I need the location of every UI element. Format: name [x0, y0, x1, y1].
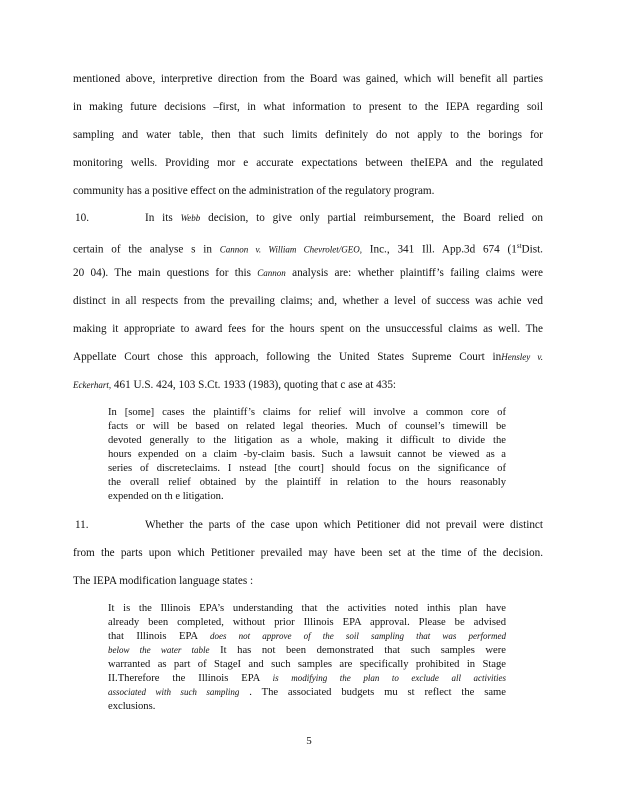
page-number: 5 [306, 735, 312, 747]
body-text-line: making it appropriate to award fees for the hours spent on the unsuccessful claims as well. The [73, 323, 543, 335]
body-text-line: Eckerhart, 461 U.S. 424, 103 S.Ct. 1933 (1983), quoting that c ase at 435: [73, 379, 397, 391]
block-quote-line: II.Therefore the Illinois EPA is modifying the plan to exclude all activities [108, 673, 506, 684]
body-text-line: Whether the parts of the case upon which Petitioner did not prevail were distinct [145, 519, 543, 531]
block-quote-line: expended on th e litigation. [108, 491, 224, 502]
body-text-line: Appellate Court chose this approach, following the United States Supreme Court inHensley v. [73, 351, 543, 363]
block-quote-line: below the water table It has not been demonstrated that such samples were [108, 645, 506, 656]
body-text-line: community has a positive effect on the administration of the regulatory program. [73, 185, 435, 197]
block-quote-line: already been completed, without prior Illinois EPA approval. Please be advised [108, 617, 506, 628]
body-text-line: in making future decisions –first, in what information to present to the IEPA regarding soil [73, 101, 543, 113]
body-text-line: distinct in all respects from the prevailing claims; and, whether a level of success was achie ved [73, 295, 543, 307]
body-text-line: 20 04). The main questions for this Cannon analysis are: whether plaintiff’s failing claims were [73, 267, 543, 279]
body-text-line: mentioned above, interpretive direction from the Board was gained, which will benefit all parties [73, 73, 543, 85]
block-quote-line: the overall relief obtained by the plaintiff in relation to the hours reasonably [108, 477, 506, 488]
block-quote-line: facts or will be based on related legal theories. Much of counsel’s timewill be [108, 421, 506, 432]
block-quote-line: It is the Illinois EPA’s understanding that the activities noted inthis plan have [108, 603, 506, 614]
block-quote-line: hours expended on a claim -by-claim basis. Such a lawsuit cannot be viewed as a [108, 449, 506, 460]
body-text-line: from the parts upon which Petitioner prevailed may have been set at the time of the decision. [73, 547, 543, 559]
block-quote-line: series of discreteclaims. I nstead [the court] should focus on the significance of [108, 463, 506, 474]
paragraph-number: 10. [75, 212, 89, 224]
block-quote-line: that Illinois EPA does not approve of the soil sampling that was performed [108, 631, 506, 642]
block-quote-line: exclusions. [108, 701, 156, 712]
block-quote-line: devoted generally to the litigation as a whole, making it difficult to divide the [108, 435, 506, 446]
block-quote-line: associated with such sampling . The associated budgets mu st reflect the same [108, 687, 506, 698]
body-text-line: certain of the analyse s in Cannon v. William Chevrolet/GEO, Inc., 341 Ill. App.3d 674 (1stDist. [73, 242, 543, 256]
body-text-line: sampling and water table, then that such limits definitely do not apply to the borings for [73, 129, 543, 141]
paragraph-number: 11. [75, 519, 89, 531]
block-quote-line: warranted as part of StageI and such samples are specifically prohibited in Stage [108, 659, 506, 670]
body-text-line: In its Webb decision, to give only partial reimbursement, the Board relied on [145, 212, 543, 224]
block-quote-line: In [some] cases the plaintiff’s claims for relief will involve a common core of [108, 407, 506, 418]
body-text-line: monitoring wells. Providing mor e accurate expectations between theIEPA and the regulated [73, 157, 543, 169]
body-text-line: The IEPA modification language states : [73, 575, 254, 587]
